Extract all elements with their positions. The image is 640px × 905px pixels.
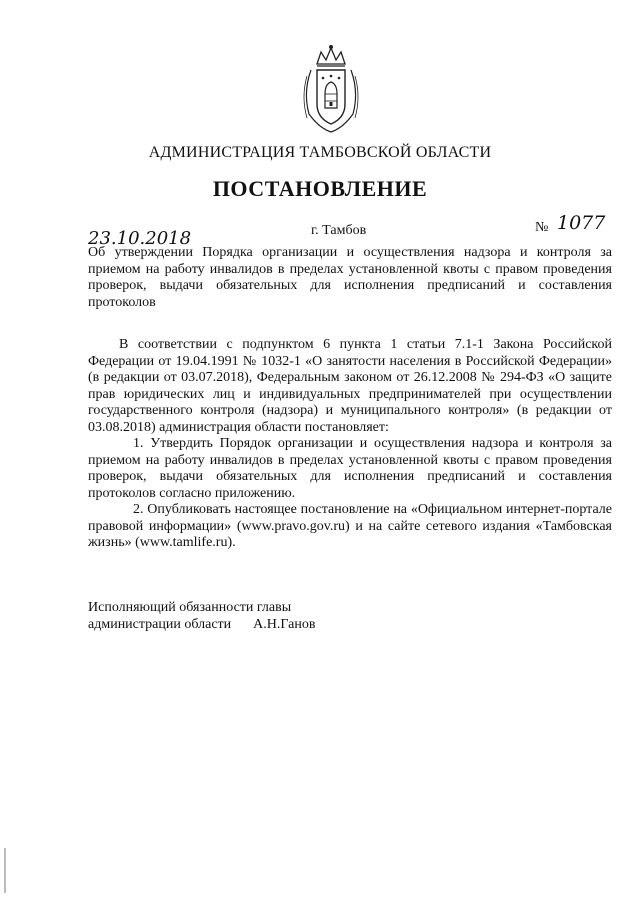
item-2-paragraph: 2. Опубликовать настоящее постановление на «Официальном интернет-портале правовой информации» (www.pravo.gov.ru) и на сайте сетевого издания «Тамбовская жизнь» (www.tamlife.ru).: [88, 502, 612, 550]
organization-name: АДМИНИСТРАЦИЯ ТАМБОВСКОЙ ОБЛАСТИ: [148, 144, 492, 161]
signature-block: [88, 600, 315, 633]
preamble-paragraph: В соответствии с подпунктом 6 пункта 1 статьи 7.1-1 Закона Российской Федерации от 19.04.1991 № 1032-1 «О занятости населения в Российской Федерации» (в редакции от 03.07.2018), Федеральным законом от 26.12.2008 № 294-ФЗ «О защите прав юридических лиц и индивидуальных предпринимателей при осуществлении государственного контроля (надзора) и муниципального контроля» (в редакции от 03.08.2018) администрация области постановляет:: [88, 337, 612, 435]
document-type: ПОСТАНОВЛЕНИЕ: [212, 176, 428, 201]
document-title: Об утверждении Порядка организации и осуществления надзора и контроля за приемом на работу инвалидов в пределах установленной квоты с правом проведения проверок, выдачи обязательных для исполнения предписаний и составления протоколов: [88, 245, 612, 310]
document-number: 1077: [557, 212, 606, 234]
document-date: 23.10.2018: [88, 228, 192, 249]
item-1-paragraph: 1. Утвердить Порядок организации и осуществления надзора и контроля за приемом на работу инвалидов в пределах установленной квоты с правом проведения проверок, выдачи обязательных для исполнения предписаний и составления протоколов согласно приложению.: [88, 436, 612, 501]
coat-of-arms-icon: [299, 42, 363, 134]
document-body: [88, 337, 612, 552]
signatory-position-line2: [88, 617, 315, 634]
signatory-name: А.Н.Ганов: [253, 616, 316, 632]
margin-mark: [4, 848, 6, 893]
city: г. Тамбов: [311, 223, 367, 238]
signatory-position-line1: Исполняющий обязанности главы: [88, 600, 292, 615]
signatory-position: администрации области: [88, 616, 232, 632]
number-prefix: №: [535, 220, 549, 235]
